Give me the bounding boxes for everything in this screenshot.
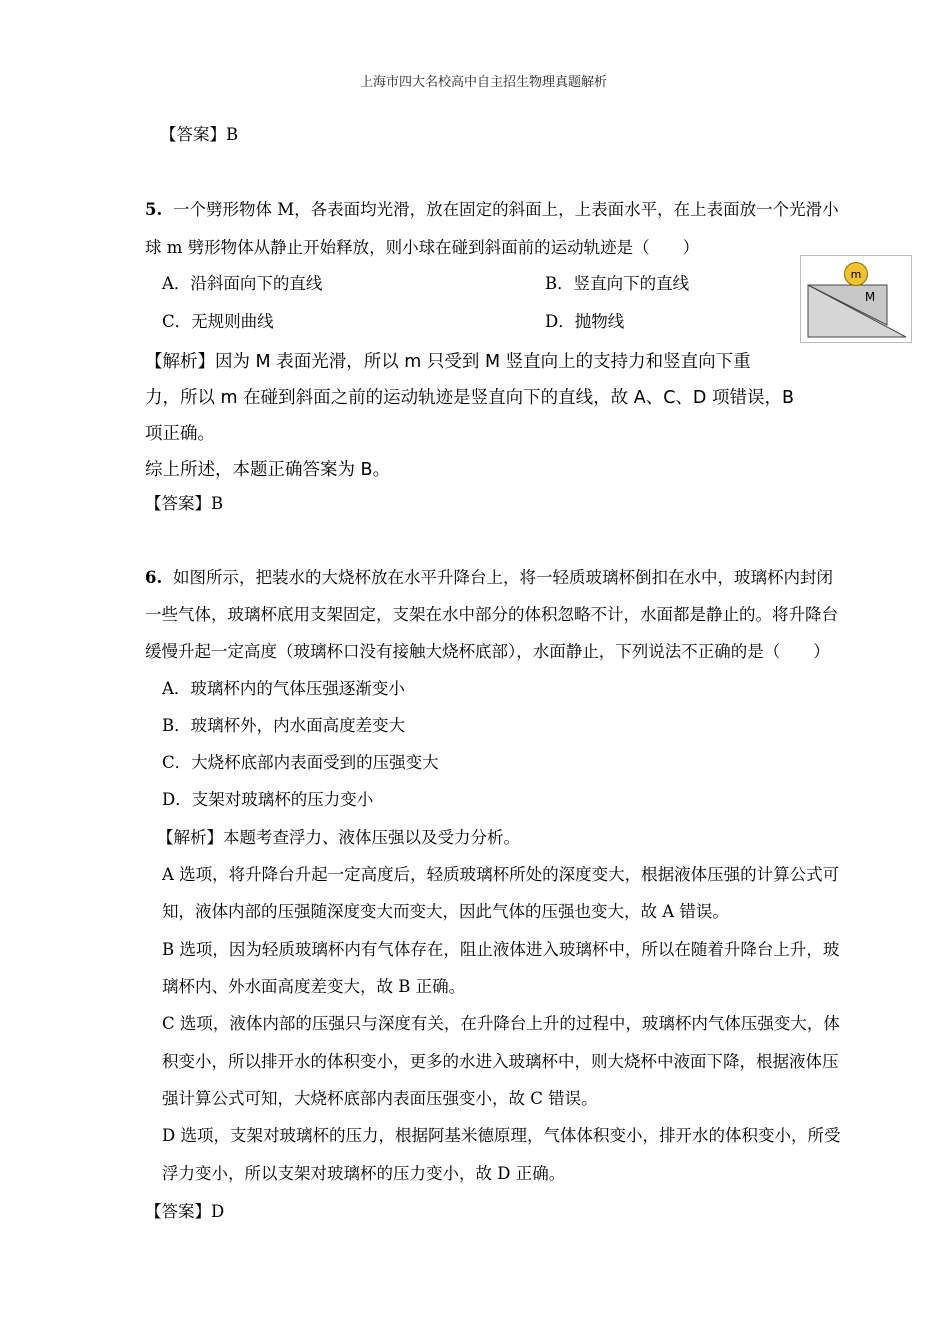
wedge-label: M: [864, 290, 876, 304]
option-a: A．沿斜面向下的直线: [162, 274, 323, 293]
option-c: C．大烧杯底部内表面受到的压强变大: [162, 753, 439, 772]
option-b: B．玻璃杯外，内水面高度差变大: [162, 716, 406, 735]
question-5-text: 球 m 劈形物体从静止开始释放，则小球在碰到斜面前的运动轨迹是（ ）: [145, 238, 700, 257]
answer-q4: 【答案】B: [160, 125, 239, 144]
option-c: C．无规则曲线: [162, 312, 274, 331]
explanation-6-c: 积变小，所以排开水的体积变小，更多的水进入玻璃杯中，则大烧杯中液面下降，根据液体压: [162, 1052, 839, 1071]
explanation-6: 【解析】本题考查浮力、液体压强以及受力分析。: [157, 828, 520, 847]
question-number-6: 6.: [145, 568, 163, 587]
option-a: A．玻璃杯内的气体压强逐渐变小: [162, 679, 405, 698]
option-d: D．支架对玻璃杯的压力变小: [162, 790, 374, 809]
option-b: B．竖直向下的直线: [545, 274, 690, 293]
question-number-5: 5.: [145, 200, 163, 219]
question-6-text: 一些气体，玻璃杯底用支架固定，支架在水中部分的体积忽略不计，水面都是静止的。将升降台: [145, 605, 838, 624]
question-5-text: 一个劈形物体 M，各表面均光滑，放在固定的斜面上，上表面水平，在上表面放一个光滑小: [173, 200, 839, 219]
wedge-figure: [800, 255, 912, 343]
explanation-5: 综上所述，本题正确答案为 B。: [145, 460, 391, 480]
answer-q5: 【答案】B: [145, 494, 224, 513]
explanation-6-d: D 选项，支架对玻璃杯的压力，根据阿基米德原理，气体体积变小，排开水的体积变小，所受: [162, 1126, 841, 1145]
explanation-6-a: 知，液体内部的压强随深度变大而变大，因此气体的压强也变大，故 A 错误。: [162, 902, 729, 921]
explanation-6-c: 强计算公式可知，大烧杯底部内表面压强变小，故 C 错误。: [162, 1089, 598, 1108]
explanation-6-b: B 选项，因为轻质玻璃杯内有气体存在，阻止液体进入玻璃杯中，所以在随着升降台上升，玻: [162, 940, 840, 959]
ball-label: m: [850, 268, 862, 281]
explanation-6-d: 浮力变小，所以支架对玻璃杯的压力变小，故 D 正确。: [162, 1164, 566, 1183]
answer-q6: 【答案】D: [145, 1202, 225, 1221]
question-6-text: 如图所示，把装水的大烧杯放在水平升降台上，将一轻质玻璃杯倒扣在水中，玻璃杯内封闭: [173, 568, 833, 587]
page-header: 上海市四大名校高中自主招生物理真题解析: [360, 75, 608, 90]
explanation-5: 力，所以 m 在碰到斜面之前的运动轨迹是竖直向下的直线，故 A、C、D 项错误，B: [145, 388, 794, 408]
explanation-5: 【解析】因为 M 表面光滑，所以 m 只受到 M 竖直向上的支持力和竖直向下重: [145, 352, 751, 372]
explanation-6-b: 璃杯内、外水面高度差变大，故 B 正确。: [162, 977, 466, 996]
option-d: D．抛物线: [545, 312, 625, 331]
question-6-text: 缓慢升起一定高度（玻璃杯口没有接触大烧杯底部），水面静止，下列说法不正确的是（ ）: [145, 642, 830, 661]
explanation-6-c: C 选项，液体内部的压强只与深度有关，在升降台上升的过程中，玻璃杯内气体压强变大，体: [162, 1014, 840, 1033]
explanation-6-a: A 选项，将升降台升起一定高度后，轻质玻璃杯所处的深度变大，根据液体压强的计算公式可: [162, 865, 840, 884]
explanation-5: 项正确。: [145, 424, 215, 444]
